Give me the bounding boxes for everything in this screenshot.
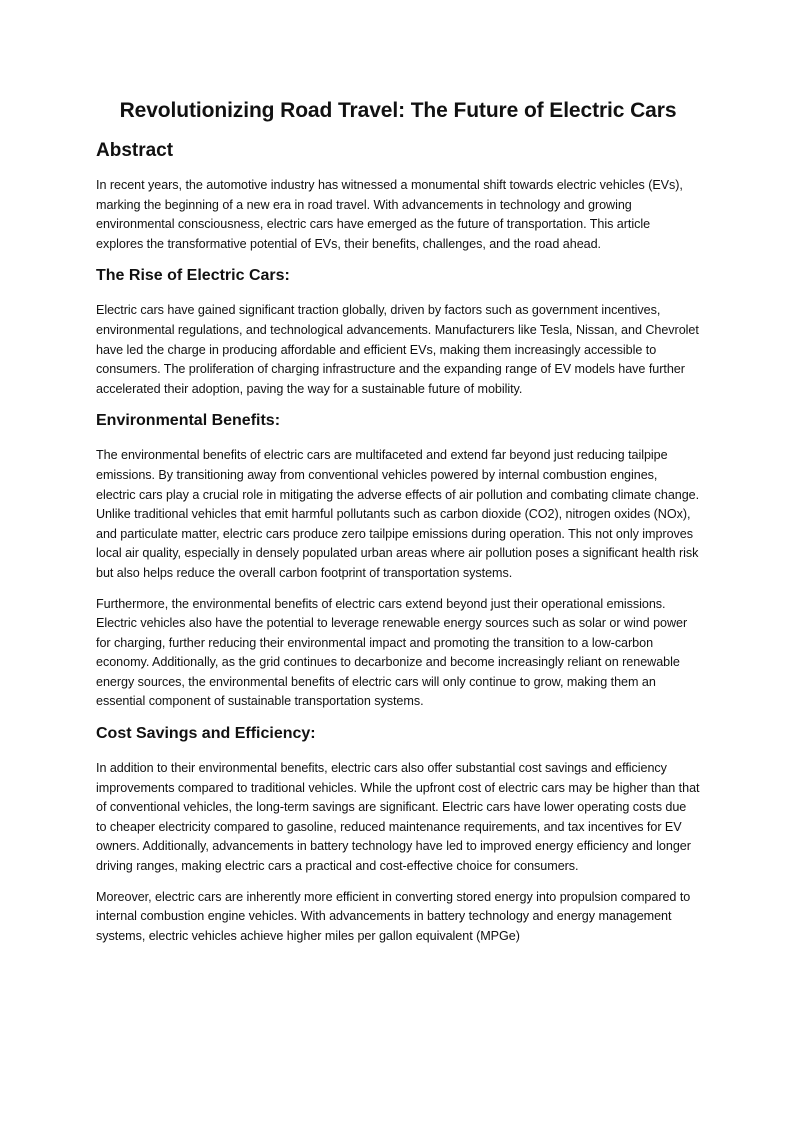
document-title: Revolutionizing Road Travel: The Future of Electric Cars [119,99,677,122]
abstract-paragraph: In recent years, the automotive industry has witnessed a monumental shift towards electric vehicles (EVs), marking the beginning of a new era in road travel. With advancements in technology and growing environmental consciousness, electric cars have emerged as the future of transportation. This article explores the transformative potential of EVs, their benefits, challenges, and the road ahead. [96,178,683,251]
document-page [96,96,700,957]
cost-savings-paragraph-1: In addition to their environmental benefits, electric cars also offer substantial cost savings and efficiency improvements compared to traditional vehicles. While the upfront cost of electric cars may be higher than that of conventional vehicles, the long-term savings are significant. Electric cars have lower operating costs due to cheaper electricity compared to gasoline, reduced maintenance requirements, and tax incentives for EV owners. Additionally, advancements in battery technology have led to improved energy efficiency and longer driving ranges, making electric cars a practical and cost-effective choice for consumers. [96,761,700,874]
environmental-paragraph-2: Furthermore, the environmental benefits of electric cars extend beyond just their operational emissions. Electric vehicles also have the potential to leverage renewable energy sources such as solar or wind power for charging, further reducing their environmental impact and promoting the transition to a low-carbon economy. Additionally, as the grid continues to decarbonize and become increasingly reliant on renewable energy sources, the environmental benefits of electric cars will only continue to grow, making them an essential component of sustainable transportation systems. [96,596,688,709]
section-environmental-benefits [96,410,700,712]
rise-paragraph: Electric cars have gained significant traction globally, driven by factors such as government incentives, environmental regulations, and technological advancements. Manufacturers like Tesla, Nissan, and Chevrolet have led the charge in producing affordable and efficient EVs, making them increasingly accessible to consumers. The proliferation of charging infrastructure and the expanding range of EV models have further accelerated their adoption, paving the way for a sustainable future of mobility. [96,303,699,396]
section-heading-cost-savings: Cost Savings and Efficiency: [96,725,316,743]
section-heading-rise: The Rise of Electric Cars: [96,267,290,285]
section-abstract [96,138,700,254]
cost-savings-paragraph-2: Moreover, electric cars are inherently more efficient in converting stored energy into propulsion compared to internal combustion engine vehicles. With advancements in battery technology and energy management systems, electric vehicles achieve higher miles per gallon equivalent (MPGe) [96,889,691,943]
section-heading-environmental: Environmental Benefits: [96,412,281,430]
section-rise-of-electric-cars [96,265,700,399]
section-cost-savings [96,723,700,946]
environmental-paragraph-1: The environmental benefits of electric cars are multifaceted and extend far beyond just reducing tailpipe emissions. By transitioning away from conventional vehicles powered by internal combustion engines, electric cars play a crucial role in mitigating the adverse effects of air pollution and combating climate change. Unlike traditional vehicles that emit harmful pollutants such as carbon dioxide (CO2), nitrogen oxides (NOx), and particulate matter, electric cars produce zero tailpipe emissions during operation. This not only improves local air quality, especially in densely populated urban areas where air pollution poses a significant health risk but also helps reduce the overall carbon footprint of transportation systems. [96,448,700,580]
section-heading-abstract: Abstract [96,140,174,161]
